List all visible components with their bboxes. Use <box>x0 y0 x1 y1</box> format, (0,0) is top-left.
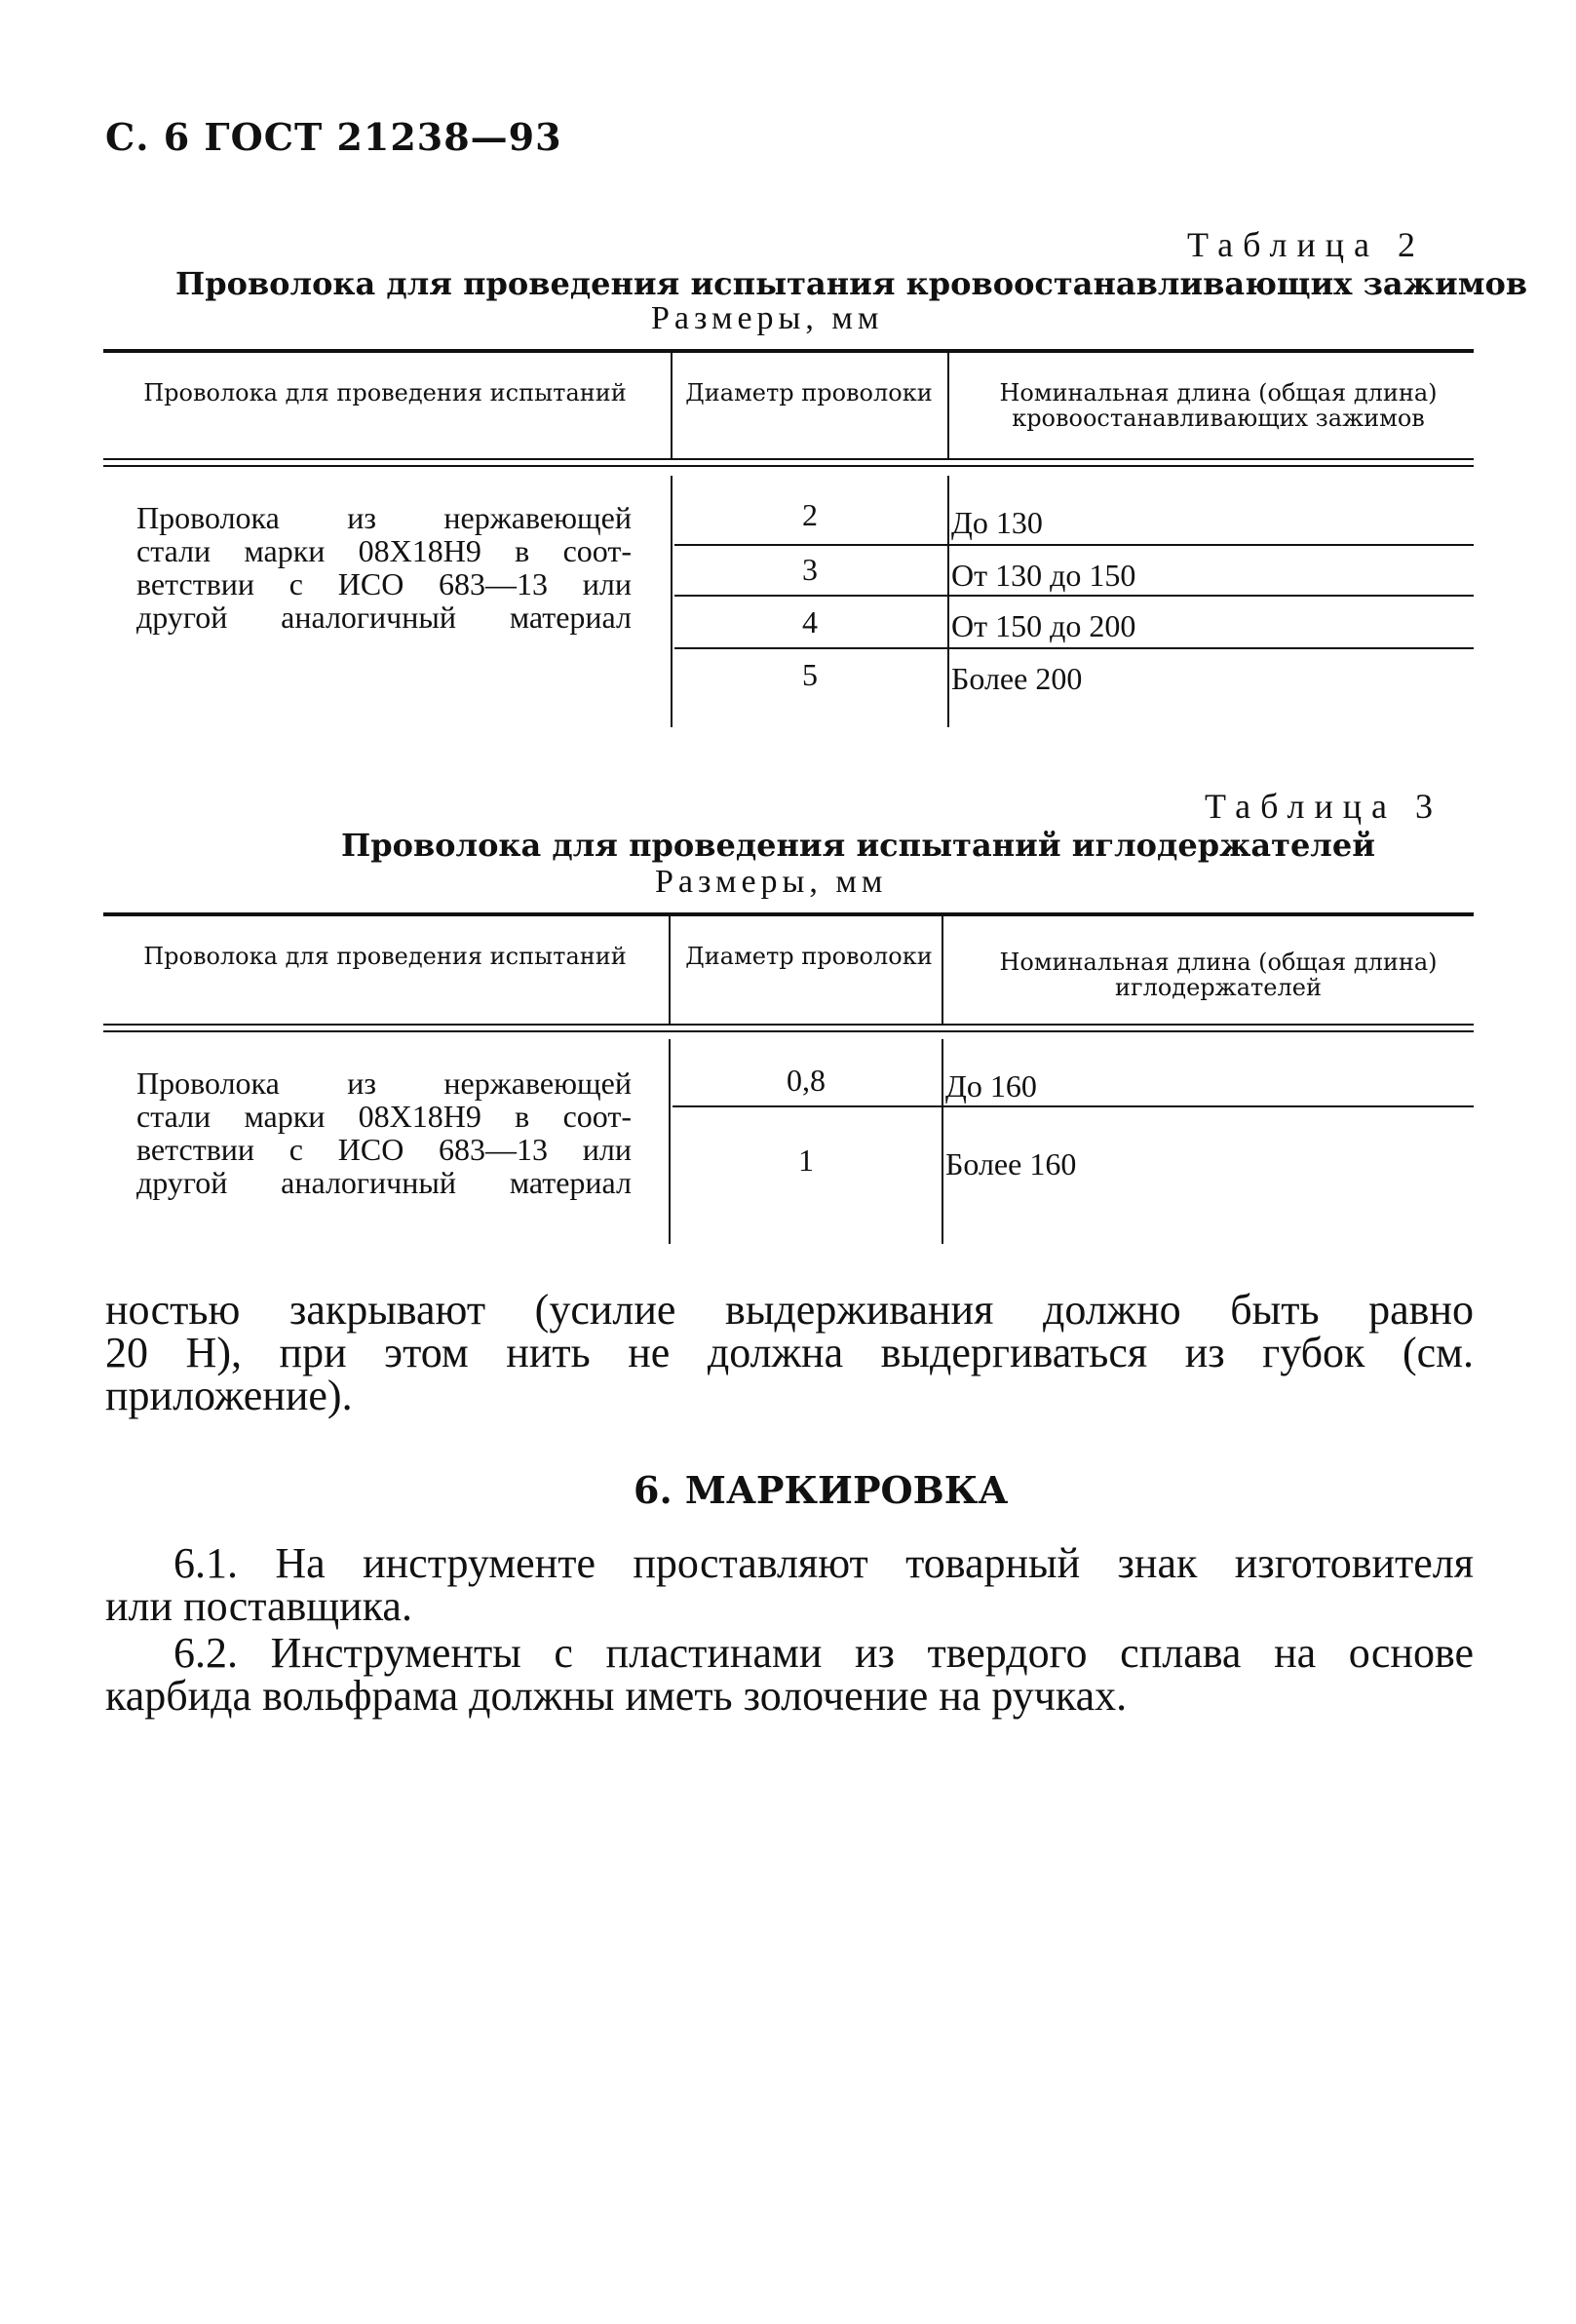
table3-caption: Таблица 3 <box>1205 787 1442 826</box>
table3-row2-length: Более 160 <box>945 1146 1077 1181</box>
table2-units: Размеры, мм <box>651 300 884 336</box>
table2-row-rule <box>674 595 1474 597</box>
table2-vrule-1 <box>671 476 673 727</box>
table2-material-line: Проволока из нержавеющей <box>136 500 632 535</box>
table2-header-length: Номинальная длина (общая длина) кровоостанавливающих зажимов <box>999 379 1438 432</box>
table2-material-line: стали марки 08Х18Н9 в соот- <box>136 533 632 568</box>
paragraph-line: ностью закрывают (усилие выдерживания должно быть равно <box>105 1286 1474 1334</box>
paragraph-line: 20 Н), при этом нить не должна выдергиваться из губок (см. <box>105 1329 1474 1376</box>
table2-row3-diameter: 4 <box>802 604 818 639</box>
table3-vrule-1 <box>669 1039 671 1244</box>
table2-row3-length: От 150 до 200 <box>951 608 1136 643</box>
table3-units: Размеры, мм <box>655 864 888 900</box>
paragraph-line: карбида вольфрама должны иметь золочение на ручках. <box>105 1672 1128 1720</box>
table2-row4-length: Более 200 <box>951 661 1083 696</box>
table3-header-rule-2 <box>103 1030 1474 1032</box>
table3-top-rule <box>103 912 1474 916</box>
table3-row1-length: До 160 <box>945 1068 1037 1104</box>
page-header: С. 6 ГОСТ 21238—93 <box>105 115 562 159</box>
table2-material-line: другой аналогичный материал <box>136 600 632 635</box>
table3-header-rule-1 <box>103 1024 1474 1026</box>
table2-top-rule <box>103 349 1474 353</box>
table2-caption: Таблица 2 <box>1187 225 1425 264</box>
table3-material-cell <box>136 1066 632 1199</box>
table3-vrule-2 <box>942 1039 943 1244</box>
table2-row4-diameter: 5 <box>802 657 818 692</box>
table3-header-material: Проволока для проведения испытаний <box>143 943 627 970</box>
table2-vrule-2-head <box>947 353 949 460</box>
section-heading: 6. МАРКИРОВКА <box>634 1468 1009 1512</box>
table2-row2-length: От 130 до 150 <box>951 558 1136 593</box>
paragraph-line: или поставщика. <box>105 1582 412 1630</box>
table3-row1-diameter: 0,8 <box>787 1063 826 1098</box>
table3-header-length: Номинальная длина (общая длина) иглодержателей <box>999 949 1438 1001</box>
table2-row1-diameter: 2 <box>802 497 818 532</box>
paragraph-line: 6.2. Инструменты с пластинами из твердого сплава на основе <box>173 1629 1474 1677</box>
table3-material-line: Проволока из нержавеющей <box>136 1065 632 1101</box>
table3-title: Проволока для проведения испытаний иглодержателей <box>341 827 1375 864</box>
table2-header-material: Проволока для проведения испытаний <box>143 379 627 407</box>
table2-header-diameter: Диаметр проволоки <box>685 379 933 407</box>
item-6-2 <box>105 1629 1474 1720</box>
table2-row-rule <box>674 647 1474 649</box>
table3-row2-diameter: 1 <box>798 1143 814 1178</box>
table2-material-line: ветствии с ИСО 683—13 или <box>136 566 632 601</box>
table2-row2-diameter: 3 <box>802 552 818 587</box>
table3-row-rule <box>673 1105 1474 1107</box>
table3-material-line: другой аналогичный материал <box>136 1165 632 1200</box>
table2-title: Проволока для проведения испытания кровоостанавливающих зажимов <box>175 265 1528 302</box>
paragraph-line: приложение). <box>105 1372 353 1419</box>
table2-vrule-2 <box>947 476 949 727</box>
table3-material-line: стали марки 08Х18Н9 в соот- <box>136 1099 632 1134</box>
table2-vrule-1-head <box>671 353 673 460</box>
table2-header-rule-1 <box>103 458 1474 460</box>
table3-vrule-2-head <box>942 916 943 1024</box>
table3-vrule-1-head <box>669 916 671 1024</box>
table3-header-diameter: Диаметр проволоки <box>685 943 933 970</box>
item-6-1 <box>105 1539 1474 1630</box>
table2-header-rule-2 <box>103 465 1474 467</box>
table2-row1-length: До 130 <box>951 505 1043 540</box>
paragraph-line: 6.1. На инструменте проставляют товарный знак изготовителя <box>173 1539 1474 1587</box>
continuation-paragraph <box>105 1286 1474 1419</box>
table2-material-cell <box>136 501 632 634</box>
table2-row-rule <box>674 544 1474 546</box>
table3-material-line: ветствии с ИСО 683—13 или <box>136 1132 632 1167</box>
